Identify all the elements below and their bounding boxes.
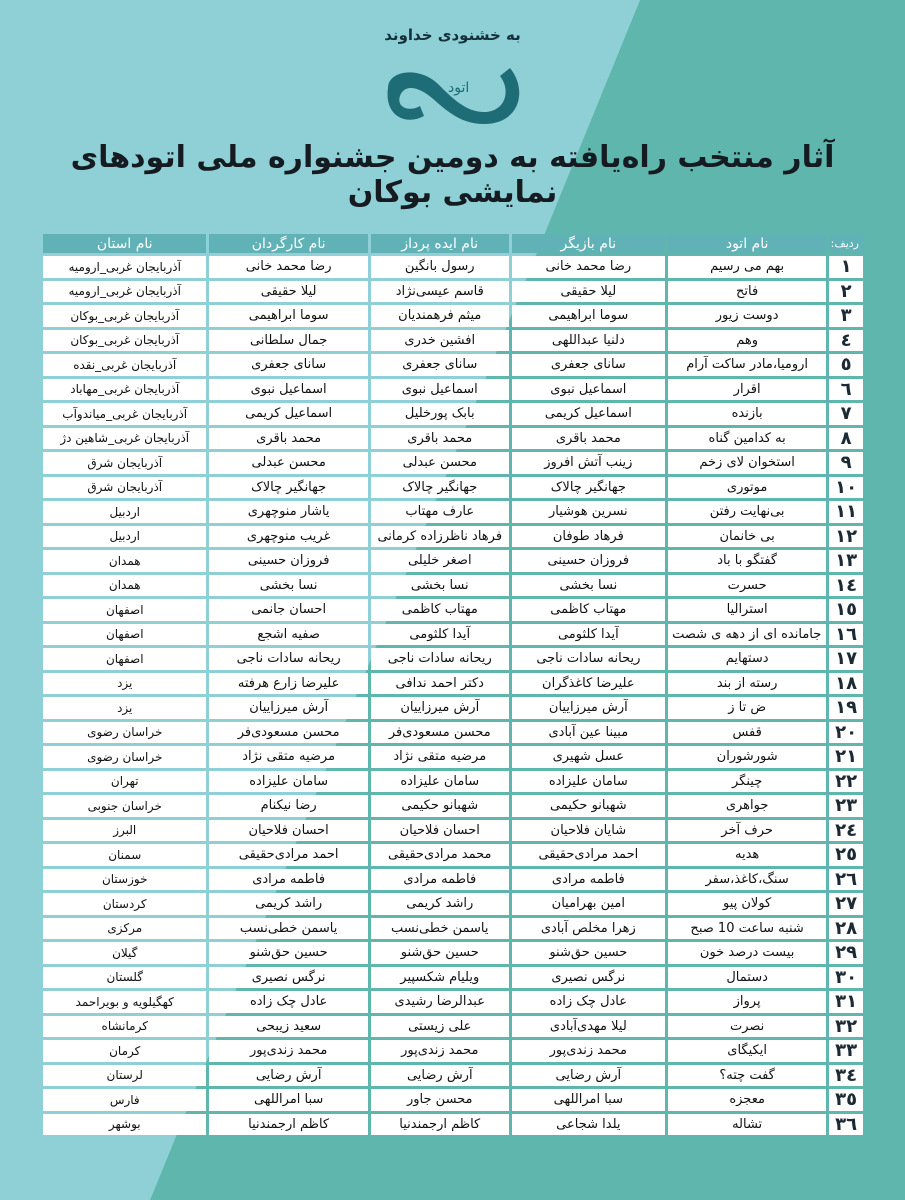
cell-actor: مبینا عین آبادی xyxy=(512,722,665,744)
cell-idea: محسن مسعودی‌فر xyxy=(371,722,509,744)
cell-etude: ارومیا،مادر ساکت آرام xyxy=(668,354,826,376)
cell-num: ۷ xyxy=(829,403,863,425)
cell-idea: آیدا کلثومی xyxy=(371,624,509,646)
cell-actor: محمد باقری xyxy=(512,428,665,450)
cell-actor: نرگس نصیری xyxy=(512,967,665,989)
cell-etude: بازنده xyxy=(668,403,826,425)
cell-actor: سوما ابراهیمی xyxy=(512,305,665,327)
table-row xyxy=(43,599,863,621)
table-row xyxy=(43,403,863,425)
cell-actor: اسماعیل نبوی xyxy=(512,379,665,401)
cell-num: ٥ xyxy=(829,354,863,376)
cell-idea: قاسم عیسی‌نژاد xyxy=(371,281,509,303)
cell-idea: احسان فلاحیان xyxy=(371,820,509,842)
cell-num: ۱٥ xyxy=(829,599,863,621)
cell-actor: شهبانو حکیمی xyxy=(512,795,665,817)
cell-num: ۳٥ xyxy=(829,1089,863,1111)
cell-idea: دکتر احمد ندافی xyxy=(371,673,509,695)
cell-etude: شورشوران xyxy=(668,746,826,768)
cell-num: ۱٦ xyxy=(829,624,863,646)
table-row xyxy=(43,1089,863,1111)
cell-province: همدان xyxy=(43,575,206,597)
cell-actor: یلدا شجاعی xyxy=(512,1114,665,1136)
table-row xyxy=(43,722,863,744)
cell-actor: لیلا حقیقی xyxy=(512,281,665,303)
table-row xyxy=(43,967,863,989)
cell-idea: سانای جعفری xyxy=(371,354,509,376)
cell-num: ۱۷ xyxy=(829,648,863,670)
cell-director: محسن مسعودی‌فر xyxy=(209,722,367,744)
cell-etude: ض تا ز xyxy=(668,697,826,719)
cell-province: آذربایجان شرق xyxy=(43,452,206,474)
table-row xyxy=(43,428,863,450)
cell-province: آذربایجان غربی_میاندوآب xyxy=(43,403,206,425)
cell-idea: اسماعیل نبوی xyxy=(371,379,509,401)
cell-num: ٤ xyxy=(829,330,863,352)
cell-province: اردبیل xyxy=(43,501,206,523)
cell-idea: نسا بخشی xyxy=(371,575,509,597)
cell-province: اردبیل xyxy=(43,526,206,548)
cell-director: فاطمه مرادی xyxy=(209,869,367,891)
cell-director: احسان جانمی xyxy=(209,599,367,621)
etude-logo xyxy=(380,62,540,130)
cell-actor: عادل چک زاده xyxy=(512,991,665,1013)
cell-actor: رضا محمد خانی xyxy=(512,256,665,278)
cell-idea: مرضیه متقی نژاد xyxy=(371,746,509,768)
cell-num: ۲۸ xyxy=(829,918,863,940)
cell-etude: بهم می رسیم xyxy=(668,256,826,278)
cell-num: ۲٤ xyxy=(829,820,863,842)
cell-idea: اصغر خلیلی xyxy=(371,550,509,572)
cell-num: ۲۷ xyxy=(829,893,863,915)
cell-etude: دوست زیور xyxy=(668,305,826,327)
table-row xyxy=(43,305,863,327)
cell-director: محمد باقری xyxy=(209,428,367,450)
cell-etude: اقرار xyxy=(668,379,826,401)
table-row xyxy=(43,624,863,646)
cell-director: علیرضا زارع هرفته xyxy=(209,673,367,695)
table-row xyxy=(43,1114,863,1136)
cell-num: ۱۰ xyxy=(829,477,863,499)
cell-actor: لیلا مهدی‌آبادی xyxy=(512,1016,665,1038)
cell-etude: وهم xyxy=(668,330,826,352)
cell-director: اسماعیل کریمی xyxy=(209,403,367,425)
cell-etude: شنبه ساعت 10 صبح xyxy=(668,918,826,940)
cell-etude: ایکیگای xyxy=(668,1040,826,1062)
cell-province: گلستان xyxy=(43,967,206,989)
cell-director: رضا نیکنام xyxy=(209,795,367,817)
table-row xyxy=(43,526,863,548)
cell-director: سوما ابراهیمی xyxy=(209,305,367,327)
table-row xyxy=(43,281,863,303)
cell-director: راشد کریمی xyxy=(209,893,367,915)
cell-province: آذربایجان غربی_ارومیه xyxy=(43,256,206,278)
cell-director: آرش رضایی xyxy=(209,1065,367,1087)
cell-province: خراسان جنوبی xyxy=(43,795,206,817)
cell-etude: هدیه xyxy=(668,844,826,866)
cell-actor: فروزان حسینی xyxy=(512,550,665,572)
cell-actor: شایان فلاحیان xyxy=(512,820,665,842)
table-row xyxy=(43,477,863,499)
cell-director: فروزان حسینی xyxy=(209,550,367,572)
cell-etude: قفس xyxy=(668,722,826,744)
cell-etude: حرف آخر xyxy=(668,820,826,842)
cell-director: سبا امراللهی xyxy=(209,1089,367,1111)
cell-province: آذربایجان غربی_بوکان xyxy=(43,330,206,352)
cell-etude: نصرت xyxy=(668,1016,826,1038)
cell-etude: به کدامین گناه xyxy=(668,428,826,450)
cell-etude: معجزه xyxy=(668,1089,826,1111)
table-row xyxy=(43,575,863,597)
cell-num: ۳۰ xyxy=(829,967,863,989)
cell-etude: حسرت xyxy=(668,575,826,597)
cell-idea: سامان علیزاده xyxy=(371,771,509,793)
cell-director: آرش میرزاییان xyxy=(209,697,367,719)
cell-province: اصفهان xyxy=(43,599,206,621)
cell-etude: جواهری xyxy=(668,795,826,817)
cell-province: کرمانشاه xyxy=(43,1016,206,1038)
cell-province: البرز xyxy=(43,820,206,842)
cell-actor: نسا بخشی xyxy=(512,575,665,597)
cell-num: ۲۲ xyxy=(829,771,863,793)
svg-text:اتود: اتود xyxy=(448,80,470,96)
cell-num: ۲۱ xyxy=(829,746,863,768)
cell-idea: ویلیام شکسپیر xyxy=(371,967,509,989)
cell-idea: میثم فرهمندیان xyxy=(371,305,509,327)
cell-actor: آیدا کلثومی xyxy=(512,624,665,646)
cell-actor: فاطمه مرادی xyxy=(512,869,665,891)
cell-num: ۳۱ xyxy=(829,991,863,1013)
cell-province: فارس xyxy=(43,1089,206,1111)
cell-idea: شهبانو حکیمی xyxy=(371,795,509,817)
cell-idea: جهانگیر چالاک xyxy=(371,477,509,499)
cell-director: حسین حق‌شنو xyxy=(209,942,367,964)
cell-actor: فرهاد طوفان xyxy=(512,526,665,548)
cell-province: آذربایجان غربی_شاهین دژ xyxy=(43,428,206,450)
cell-province: تهران xyxy=(43,771,206,793)
cell-province: آذربایجان شرق xyxy=(43,477,206,499)
cell-director: نرگس نصیری xyxy=(209,967,367,989)
cell-idea: فاطمه مرادی xyxy=(371,869,509,891)
cell-num: ۱۸ xyxy=(829,673,863,695)
cell-director: یاشار منوچهری xyxy=(209,501,367,523)
cell-idea: کاظم ارجمندنیا xyxy=(371,1114,509,1136)
cell-province: اصفهان xyxy=(43,624,206,646)
table-row xyxy=(43,1016,863,1038)
cell-etude: دستهایم xyxy=(668,648,826,670)
cell-etude: چینگر xyxy=(668,771,826,793)
cell-actor: حسین حق‌شنو xyxy=(512,942,665,964)
cell-idea: آرش میرزاییان xyxy=(371,697,509,719)
cell-director: احمد مرادی‌حقیقی xyxy=(209,844,367,866)
cell-idea: محمد مرادی‌حقیقی xyxy=(371,844,509,866)
header-province: نام استان xyxy=(43,234,206,253)
cell-actor: آرش رضایی xyxy=(512,1065,665,1087)
cell-num: ۱۱ xyxy=(829,501,863,523)
selected-works-table xyxy=(40,231,866,1136)
cell-director: غریب منوچهری xyxy=(209,526,367,548)
cell-num: ۳۲ xyxy=(829,1016,863,1038)
cell-num: ۲٦ xyxy=(829,869,863,891)
cell-idea: حسین حق‌شنو xyxy=(371,942,509,964)
table-row xyxy=(43,771,863,793)
cell-actor: امین بهرامیان xyxy=(512,893,665,915)
cell-actor: مهتاب کاظمی xyxy=(512,599,665,621)
cell-director: رضا محمد خانی xyxy=(209,256,367,278)
table-row xyxy=(43,844,863,866)
cell-director: لیلا حقیقی xyxy=(209,281,367,303)
cell-num: ۳ xyxy=(829,305,863,327)
cell-idea: مهتاب کاظمی xyxy=(371,599,509,621)
cell-province: همدان xyxy=(43,550,206,572)
dedication-text: به خشنودی خداوند xyxy=(384,26,521,44)
cell-province: لرستان xyxy=(43,1065,206,1087)
cell-idea: محمد باقری xyxy=(371,428,509,450)
cell-num: ۲۳ xyxy=(829,795,863,817)
header-num: ردیف: xyxy=(829,234,863,253)
cell-province: خوزستان xyxy=(43,869,206,891)
cell-etude: جامانده ای از دهه ی شصت xyxy=(668,624,826,646)
table-row xyxy=(43,697,863,719)
table-row xyxy=(43,942,863,964)
cell-idea: افشین خدری xyxy=(371,330,509,352)
cell-idea: یاسمن خطی‌نسب xyxy=(371,918,509,940)
cell-actor: سبا امراللهی xyxy=(512,1089,665,1111)
cell-director: جهانگیر چالاک xyxy=(209,477,367,499)
header-director: نام کارگردان xyxy=(209,234,367,253)
cell-director: نسا بخشی xyxy=(209,575,367,597)
cell-director: ریحانه سادات ناجی xyxy=(209,648,367,670)
cell-num: ۲۹ xyxy=(829,942,863,964)
cell-actor: ریحانه سادات ناجی xyxy=(512,648,665,670)
cell-actor: دلنیا عبداللهی xyxy=(512,330,665,352)
cell-etude: گفتگو با باد xyxy=(668,550,826,572)
cell-etude: دستمال xyxy=(668,967,826,989)
table-row xyxy=(43,991,863,1013)
table-row xyxy=(43,379,863,401)
cell-etude: بی‌نهایت رفتن xyxy=(668,501,826,523)
cell-idea: محسن عبدلی xyxy=(371,452,509,474)
table-row xyxy=(43,746,863,768)
cell-province: آذربایجان غربی_بوکان xyxy=(43,305,206,327)
cell-num: ۳۳ xyxy=(829,1040,863,1062)
cell-province: آذربایجان غربی_مهاباد xyxy=(43,379,206,401)
cell-etude: پرواز xyxy=(668,991,826,1013)
table-row xyxy=(43,673,863,695)
cell-actor: سانای جعفری xyxy=(512,354,665,376)
cell-actor: اسماعیل کریمی xyxy=(512,403,665,425)
table-row xyxy=(43,452,863,474)
cell-director: سانای جعفری xyxy=(209,354,367,376)
cell-director: صفیه اشجع xyxy=(209,624,367,646)
cell-num: ۸ xyxy=(829,428,863,450)
cell-actor: احمد مرادی‌حقیقی xyxy=(512,844,665,866)
cell-num: ۱۳ xyxy=(829,550,863,572)
cell-idea: آرش رضایی xyxy=(371,1065,509,1087)
cell-num: ۳٦ xyxy=(829,1114,863,1136)
cell-director: محمد زندی‌پور xyxy=(209,1040,367,1062)
cell-director: عادل چک زاده xyxy=(209,991,367,1013)
cell-director: سامان علیزاده xyxy=(209,771,367,793)
cell-etude: فاتح xyxy=(668,281,826,303)
cell-province: خراسان رضوی xyxy=(43,722,206,744)
cell-etude: بیست درصد خون xyxy=(668,942,826,964)
table-row xyxy=(43,869,863,891)
cell-province: مرکزی xyxy=(43,918,206,940)
cell-idea: راشد کریمی xyxy=(371,893,509,915)
table-row xyxy=(43,1040,863,1062)
table-row xyxy=(43,893,863,915)
table-header-row xyxy=(43,234,863,253)
cell-num: ۱۹ xyxy=(829,697,863,719)
cell-province: کردستان xyxy=(43,893,206,915)
cell-idea: محمد زندی‌پور xyxy=(371,1040,509,1062)
table-row xyxy=(43,820,863,842)
cell-director: سعید زیبحی xyxy=(209,1016,367,1038)
cell-idea: رسول بانگین xyxy=(371,256,509,278)
cell-province: کهگیلویه و بویراحمد xyxy=(43,991,206,1013)
cell-num: ٦ xyxy=(829,379,863,401)
cell-num: ۱ xyxy=(829,256,863,278)
cell-etude: استرالیا xyxy=(668,599,826,621)
table-row xyxy=(43,256,863,278)
header-idea: نام ایده پرداز xyxy=(371,234,509,253)
cell-num: ۹ xyxy=(829,452,863,474)
table-row xyxy=(43,330,863,352)
cell-province: یزد xyxy=(43,697,206,719)
cell-num: ۲٥ xyxy=(829,844,863,866)
cell-director: محسن عبدلی xyxy=(209,452,367,474)
cell-num: ۱۲ xyxy=(829,526,863,548)
cell-director: مرضیه متقی نژاد xyxy=(209,746,367,768)
table-row xyxy=(43,354,863,376)
header-actor: نام بازیگر xyxy=(512,234,665,253)
cell-num: ۳٤ xyxy=(829,1065,863,1087)
cell-province: بوشهر xyxy=(43,1114,206,1136)
cell-idea: عارف مهتاب xyxy=(371,501,509,523)
cell-actor: زهرا مخلص آبادی xyxy=(512,918,665,940)
cell-etude: کولان پیو xyxy=(668,893,826,915)
cell-num: ۱٤ xyxy=(829,575,863,597)
cell-etude: سنگ،کاغذ،سفر xyxy=(668,869,826,891)
cell-director: اسماعیل نبوی xyxy=(209,379,367,401)
cell-actor: زینب آتش افروز xyxy=(512,452,665,474)
cell-num: ۲ xyxy=(829,281,863,303)
header-etude: نام اتود xyxy=(668,234,826,253)
table-body xyxy=(43,256,863,1135)
cell-num: ۲۰ xyxy=(829,722,863,744)
cell-etude: بی خانمان xyxy=(668,526,826,548)
cell-province: کرمان xyxy=(43,1040,206,1062)
table-row xyxy=(43,1065,863,1087)
cell-actor: عسل شهیری xyxy=(512,746,665,768)
cell-etude: تشاله xyxy=(668,1114,826,1136)
cell-actor: سامان علیزاده xyxy=(512,771,665,793)
cell-province: آذربایجان غربی_نقده xyxy=(43,354,206,376)
cell-province: اصفهان xyxy=(43,648,206,670)
cell-actor: جهانگیر چالاک xyxy=(512,477,665,499)
cell-actor: آرش میرزاییان xyxy=(512,697,665,719)
cell-director: جمال سلطانی xyxy=(209,330,367,352)
cell-etude: موتوری xyxy=(668,477,826,499)
cell-etude: رسته از بند xyxy=(668,673,826,695)
cell-idea: عبدالرضا رشیدی xyxy=(371,991,509,1013)
cell-actor: محمد زندی‌پور xyxy=(512,1040,665,1062)
table-row xyxy=(43,648,863,670)
cell-idea: فرهاد ناظرزاده کرمانی xyxy=(371,526,509,548)
cell-province: آذربایجان غربی_ارومیه xyxy=(43,281,206,303)
cell-province: گیلان xyxy=(43,942,206,964)
page-title: آثار منتخب راه‌یافته به دومین جشنواره ملی اتودهای نمایشی بوکان xyxy=(70,140,835,210)
cell-idea: بابک پورخلیل xyxy=(371,403,509,425)
cell-director: کاظم ارجمندنیا xyxy=(209,1114,367,1136)
cell-actor: نسرین هوشیار xyxy=(512,501,665,523)
cell-idea: ریحانه سادات ناجی xyxy=(371,648,509,670)
table-row xyxy=(43,795,863,817)
cell-director: یاسمن خطی‌نسب xyxy=(209,918,367,940)
cell-idea: محسن جاور xyxy=(371,1089,509,1111)
cell-idea: علی زیستی xyxy=(371,1016,509,1038)
table-row xyxy=(43,550,863,572)
cell-province: سمنان xyxy=(43,844,206,866)
table-row xyxy=(43,918,863,940)
table-row xyxy=(43,501,863,523)
cell-province: یزد xyxy=(43,673,206,695)
cell-etude: استخوان لای زخم xyxy=(668,452,826,474)
cell-actor: علیرضا کاغذگران xyxy=(512,673,665,695)
cell-etude: گفت چته؟ xyxy=(668,1065,826,1087)
cell-province: خراسان رضوی xyxy=(43,746,206,768)
cell-director: احسان فلاحیان xyxy=(209,820,367,842)
